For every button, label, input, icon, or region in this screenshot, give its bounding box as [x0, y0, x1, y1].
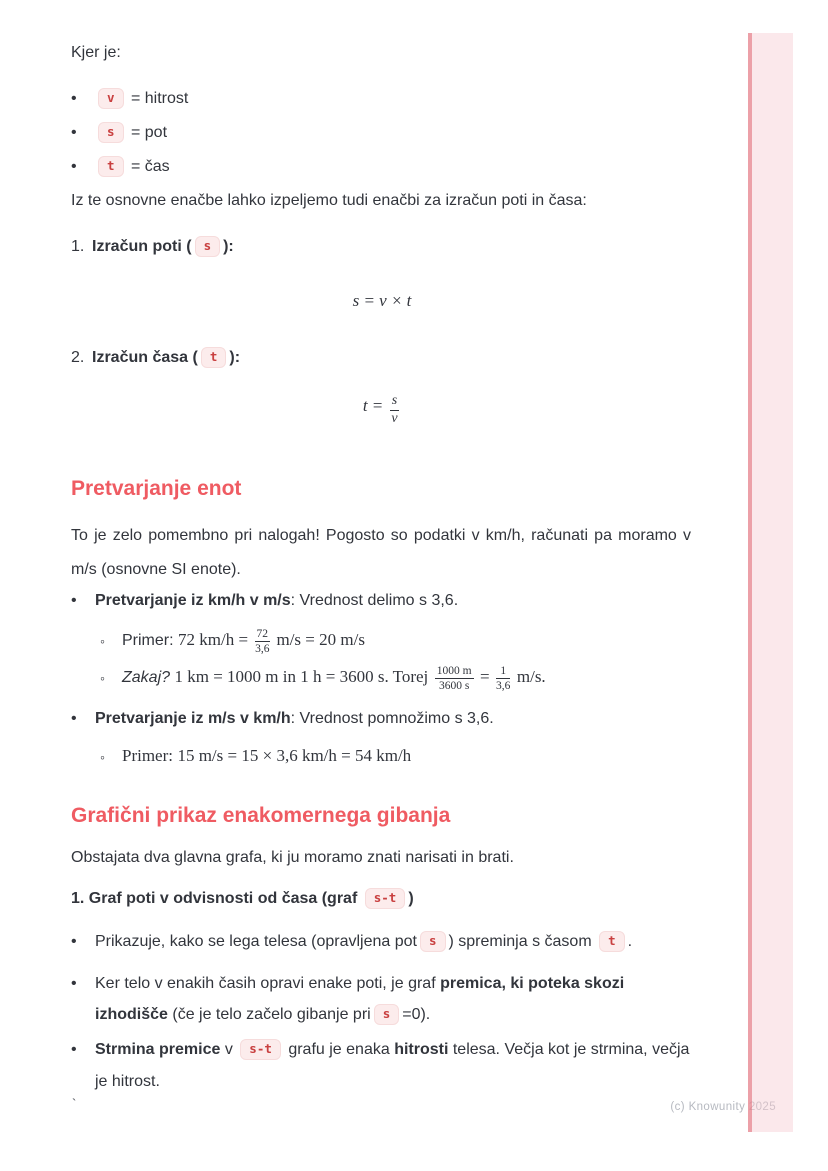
formula-time-lhs: t =: [362, 396, 384, 416]
stray-backtick: `: [72, 1096, 77, 1111]
document-content: [71, 41, 693, 1108]
code-badge-t: t: [599, 931, 625, 952]
list-item: [71, 589, 693, 613]
text-segment: telesa. Večja kot je strmina, večja je hitrost.: [95, 1041, 690, 1090]
math-text: m/s.: [516, 667, 546, 686]
ordered-label-end: ):: [229, 349, 241, 366]
code-badge-s: s: [374, 1004, 400, 1025]
text-segment: Ker telo v enakih časih opravi enake poti, je graf: [95, 975, 436, 992]
list-item: [71, 968, 693, 1030]
list-item: [71, 930, 693, 954]
units-b1-bold: Pretvarjanje iz km/h v m/s: [95, 592, 291, 609]
fraction: $\frac{s}{v}$: [391, 393, 398, 426]
bullet-icon: [71, 930, 95, 954]
text-segment: ) spreminja s časom: [448, 933, 592, 950]
bold-segment: Strmina premice: [95, 1041, 221, 1058]
example-label: Primer:: [122, 746, 173, 765]
list-item: [71, 707, 693, 731]
where-list: [71, 87, 693, 179]
graph-subheading: [71, 887, 693, 911]
text-segment: grafu je enaka: [288, 1041, 390, 1058]
where-item-text: = čas: [130, 158, 170, 175]
graphs-paragraph: Obstajata dva glavna grafa, ki ju moramo znati narisati in brati.: [71, 849, 514, 866]
code-badge-st: s-t: [240, 1039, 281, 1060]
ordered-label-end: ):: [223, 238, 234, 255]
math-text: =: [480, 667, 490, 686]
units-paragraph: To je zelo pomembno pri nalogah! Pogosto so podatki v km/h, računati pa moramo v m/s (osnovne SI enote).: [71, 527, 691, 578]
copyright-footer: (c) Knowunity 2025: [670, 1101, 776, 1113]
ordered-label: Izračun poti (: [92, 238, 192, 255]
math-text: m/s = 20 m/s: [276, 630, 365, 649]
math-text: 1 km = 1000 m in 1 h = 3600 s. Torej: [174, 667, 429, 686]
bullet-icon: [71, 707, 95, 731]
where-item-text: = pot: [130, 124, 168, 141]
code-badge-s: s: [420, 931, 446, 952]
bullet-icon: [71, 155, 95, 179]
bullet-icon: [71, 121, 95, 145]
section-heading-units: Pretvarjanje enot: [71, 477, 242, 500]
ordered-label: Izračun časa (: [92, 349, 198, 366]
circle-bullet-icon: [100, 625, 122, 656]
fraction: $\frac{72}{3,6}$: [255, 628, 270, 656]
text-segment: Prikazuje, kako se lega telesa (opravljena pot: [95, 933, 417, 950]
bullet-icon: [71, 968, 95, 1030]
sub-list-item: [100, 662, 693, 693]
units-b2-rest: : Vrednost pomnožimo s 3,6.: [290, 710, 494, 727]
formula-path: [71, 289, 693, 314]
text-segment: v: [224, 1041, 233, 1058]
list-item: [71, 121, 693, 145]
math-text: 15 m/s = 15 × 3,6 km/h = 54 km/h: [177, 746, 412, 765]
bold-segment: premica, ki poteka skozi izhodišče: [95, 975, 625, 1023]
formula-time: [71, 394, 693, 442]
example-label: Primer:: [122, 632, 174, 649]
why-label: Zakaj?: [122, 669, 171, 686]
graph-subheading-post: ): [408, 890, 414, 907]
code-badge-s: s: [98, 122, 124, 143]
section-heading-graphs: Grafični prikaz enakomernega gibanja: [71, 804, 451, 827]
circle-bullet-icon: [100, 662, 122, 693]
where-intro: Kjer je:: [71, 44, 121, 61]
fraction: $\frac{1000 m}{3600 s}$: [436, 665, 472, 693]
units-b1-rest: : Vrednost delimo s 3,6.: [290, 592, 459, 609]
text-segment: =0).: [402, 1006, 431, 1023]
fraction: $\frac{1}{3,6}$: [496, 665, 511, 693]
page-edge-strip: [748, 33, 793, 1132]
bold-segment: hitrosti: [394, 1041, 449, 1058]
code-badge-t: t: [201, 347, 227, 368]
list-item: [71, 155, 693, 179]
ordered-number: 2.: [71, 349, 85, 366]
math-text: 72 km/h =: [178, 630, 249, 649]
where-item-text: = hitrost: [130, 90, 189, 107]
code-badge-t: t: [98, 156, 124, 177]
bullet-icon: [71, 1034, 95, 1098]
list-item: [71, 87, 693, 111]
code-badge-v: v: [98, 88, 124, 109]
units-b2-bold: Pretvarjanje iz m/s v km/h: [95, 710, 291, 727]
text-segment: (če je telo začelo gibanje pri: [172, 1006, 371, 1023]
formula-path-text: s = v × t: [352, 291, 412, 310]
ordered-item-path: [71, 235, 693, 259]
circle-bullet-icon: [100, 743, 122, 770]
bullet-icon: [71, 589, 95, 613]
ordered-item-time: [71, 346, 693, 370]
ordered-number: 1.: [71, 238, 85, 255]
code-badge-s: s: [195, 236, 221, 257]
text-segment: .: [627, 933, 633, 950]
graph-subheading-pre: 1. Graf poti v odvisnosti od časa (graf: [71, 890, 358, 907]
bullet-icon: [71, 87, 95, 111]
sub-list-item: [100, 625, 693, 656]
list-item: [71, 1034, 693, 1098]
derive-intro: Iz te osnovne enačbe lahko izpeljemo tudi enačbi za izračun poti in časa:: [71, 192, 587, 209]
sub-list-item: [100, 743, 693, 770]
code-badge-st: s-t: [365, 888, 406, 909]
